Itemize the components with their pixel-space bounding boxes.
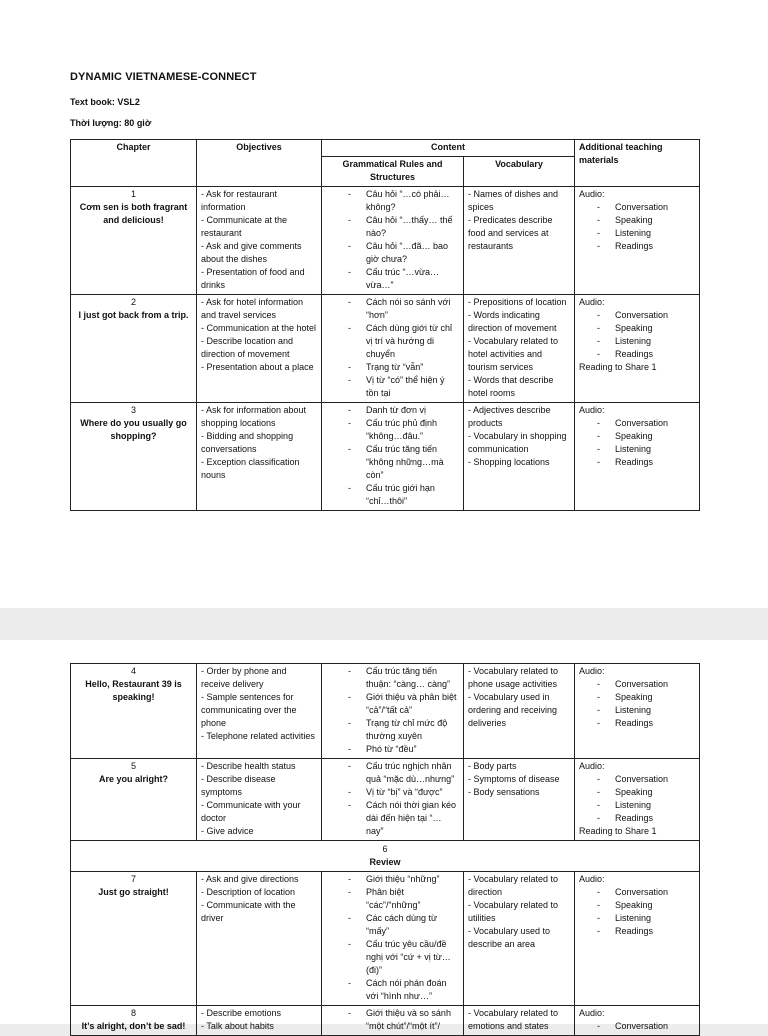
objective-item: - Ask for hotel information and travel services [201,297,304,320]
objective-item: - Talk about habits [201,1021,274,1031]
chapter-cell [71,759,197,841]
objective-item: - Ask and give comments about the dishes [201,241,302,264]
materials-cell [575,295,700,403]
audio-list [579,417,695,469]
objective-item: - Communicate at the restaurant [201,215,288,238]
grammar-cell [322,295,464,403]
objective-item: - Ask for information about shopping locations [201,405,307,428]
vocabulary-item: - Words that describe hotel rooms [468,375,554,398]
grammar-item: - Câu hỏi “…đã… bao giờ chưa? [326,240,459,266]
audio-item: - Conversation [579,886,695,899]
audio-item: - Speaking [579,899,695,912]
objective-item: - Ask for restaurant information [201,189,278,212]
table-1-body [71,187,700,511]
materials-cell [575,872,700,1006]
audio-item: - Speaking [579,786,695,799]
vocabulary-item: - Shopping locations [468,457,550,467]
objective-item: - Describe disease symptoms [201,774,276,797]
grammar-item: - Danh từ đơn vị [326,404,459,417]
vocabulary-item: - Vocabulary related to hotel activities and tourism services [468,336,559,372]
table-row [71,759,700,841]
syllabus-table-2 [70,663,700,1036]
grammar-cell [322,664,464,759]
chapter-title: Where do you usually go shopping? [80,418,187,441]
chapter-title: Hello, Restaurant 39 is speaking! [85,679,182,702]
materials-cell [575,403,700,511]
table-row [71,872,700,1006]
audio-list [579,773,695,825]
objectives-cell [197,872,322,1006]
vocabulary-cell [464,187,575,295]
audio-list [579,309,695,361]
objective-item: - Describe location and direction of movement [201,336,294,359]
grammar-item: - Vị từ “bị” và “được” [326,786,459,799]
audio-item: - Readings [579,925,695,938]
grammar-item: - Vị từ “có” thể hiện ý tồn tại [326,374,459,400]
grammar-item: - Giới thiệu và phân biệt “cả”/“tất cả” [326,691,459,717]
vocabulary-item: - Vocabulary in shopping communication [468,431,567,454]
audio-item: - Speaking [579,691,695,704]
materials-cell [575,1006,700,1036]
chapter-number: 3 [130,405,136,415]
grammar-item: - Giới thiệu và so sánh “một chút”/“một ít”/ [326,1007,459,1033]
audio-label: Audio: [579,666,605,676]
objectives-cell [197,664,322,759]
materials-cell [575,759,700,841]
vocabulary-cell [464,759,575,841]
grammar-item: - Trạng từ chỉ mức độ thường xuyên [326,717,459,743]
vocabulary-item: - Words indicating direction of movement [468,310,557,333]
objective-item: - Bidding and shopping conversations [201,431,294,454]
syllabus-table-1 [70,139,700,511]
vocabulary-item: - Symptoms of disease [468,774,560,784]
chapter-number: 2 [130,297,136,307]
objectives-cell [197,187,322,295]
audio-label: Audio: [579,189,605,199]
objective-item: - Telephone related activities [201,731,315,741]
duration-line: Thời lượng: 80 giờ [70,118,152,128]
audio-list [579,201,695,253]
review-row [71,841,700,872]
chapter-cell [71,872,197,1006]
grammar-list [326,404,459,508]
chapter-cell [71,403,197,511]
grammar-item: - Cách nói so sánh với “hơn” [326,296,459,322]
grammar-item: - Cách dùng giới từ chỉ vị trí và hướng di chuyển [326,322,459,361]
vocabulary-item: - Vocabulary related to phone usage activities [468,666,559,689]
vocabulary-item: - Adjectives describe products [468,405,551,428]
grammar-item: - Cấu trúc tăng tiến thuận: “càng… càng” [326,665,459,691]
chapter-number: 7 [130,874,136,884]
header-grammar: Grammatical Rules and Structures [322,157,464,187]
audio-item: - Readings [579,456,695,469]
grammar-cell [322,759,464,841]
audio-item: - Listening [579,704,695,717]
materials-cell [575,187,700,295]
objective-item: - Exception classification nouns [201,457,300,480]
chapter-title: Just go straight! [98,887,169,897]
extra-reading: Reading to Share 1 [579,362,657,372]
audio-item: - Listening [579,227,695,240]
grammar-cell [322,1006,464,1036]
grammar-item: - Cấu trúc yêu cầu/đề nghị với “cứ + vị từ…(đi)” [326,938,459,977]
vocabulary-cell [464,872,575,1006]
grammar-cell [322,403,464,511]
chapter-title: Cơm sen is both fragrant and delicious! [79,202,188,225]
header-chapter: Chapter [71,140,197,187]
audio-label: Audio: [579,1008,605,1018]
vocabulary-item: - Vocabulary used in ordering and receiving deliveries [468,692,558,728]
chapter-number: 4 [130,666,136,676]
materials-cell [575,664,700,759]
chapter-number: 8 [130,1008,136,1018]
chapter-title: Are you alright? [98,774,168,784]
audio-list [579,678,695,730]
audio-item: - Conversation [579,417,695,430]
vocabulary-item: - Vocabulary related to utilities [468,900,559,923]
grammar-list [326,873,459,1003]
grammar-item: - Phó từ “đều” [326,743,459,756]
grammar-item: - Cách nói phán đoán với “hình như…” [326,977,459,1003]
audio-label: Audio: [579,297,605,307]
grammar-item: - Câu hỏi “…có phải…không? [326,188,459,214]
review-title: Review [369,857,401,867]
chapter-title: It’s alright, don’t be sad! [81,1021,186,1031]
grammar-item: - Cấu trúc “…vừa…vừa…” [326,266,459,292]
objective-item: - Describe emotions [201,1008,282,1018]
audio-item: - Readings [579,812,695,825]
table-2-body [71,664,700,1036]
objective-item: - Sample sentences for communicating over the phone [201,692,297,728]
audio-item: - Conversation [579,773,695,786]
objective-item: - Communication at the hotel [201,323,317,333]
objective-item: - Give advice [201,826,254,836]
objective-item: - Presentation of food and drinks [201,267,305,290]
vocabulary-cell [464,1006,575,1036]
header-vocabulary: Vocabulary [464,157,575,187]
audio-item: - Speaking [579,214,695,227]
vocabulary-item: - Predicates describe food and services at restaurants [468,215,553,251]
chapter-cell [71,187,197,295]
vocabulary-cell [464,403,575,511]
chapter-cell [71,664,197,759]
chapter-cell [71,1006,197,1036]
grammar-item: - Cấu trúc nghịch nhân quả “mặc dù…nhưng” [326,760,459,786]
audio-item: - Listening [579,335,695,348]
vocabulary-item: - Prepositions of location [468,297,567,307]
objective-item: - Communicate with your doctor [201,800,301,823]
objectives-cell [197,403,322,511]
grammar-list [326,1007,459,1033]
audio-item: - Speaking [579,430,695,443]
chapter-title: I just got back from a trip. [78,310,189,320]
header-objectives: Objectives [197,140,322,187]
audio-item: - Readings [579,240,695,253]
audio-item: - Listening [579,799,695,812]
chapter-number: 5 [130,761,136,771]
table-row [71,403,700,511]
review-number: 6 [382,844,388,854]
vocabulary-item: - Vocabulary related to direction [468,874,559,897]
objective-item: - Order by phone and receive delivery [201,666,287,689]
grammar-item: - Các cách dùng từ “mấy” [326,912,459,938]
chapter-number: 1 [130,189,136,199]
table-row [71,1006,700,1036]
grammar-list [326,296,459,400]
audio-item: - Conversation [579,678,695,691]
grammar-cell [322,872,464,1006]
audio-item: - Listening [579,912,695,925]
page-2 [0,640,768,1031]
objective-item: - Communicate with the driver [201,900,296,923]
objectives-cell [197,1006,322,1036]
table-row [71,295,700,403]
audio-label: Audio: [579,405,605,415]
document-title: DYNAMIC VIETNAMESE-CONNECT [70,71,257,83]
vocabulary-item: - Names of dishes and spices [468,189,559,212]
audio-item: - Listening [579,443,695,456]
header-content: Content [322,140,575,157]
grammar-item: - Cách nói thời gian kéo dài đến hiện tại “… nay” [326,799,459,838]
grammar-list [326,665,459,756]
objectives-cell [197,295,322,403]
grammar-item: - Phân biệt “các”/“những” [326,886,459,912]
audio-item: - Conversation [579,309,695,322]
audio-item: - Speaking [579,322,695,335]
objectives-cell [197,759,322,841]
objective-item: - Describe health status [201,761,296,771]
chapter-cell [71,295,197,403]
grammar-item: - Câu hỏi “…thấy… thế nào? [326,214,459,240]
grammar-list [326,188,459,292]
table-row [71,664,700,759]
header-materials: Additional teaching materials [575,140,700,187]
grammar-item: - Giới thiệu “những” [326,873,459,886]
objective-item: - Presentation about a place [201,362,314,372]
audio-list [579,1020,695,1033]
vocabulary-item: - Vocabulary used to describe an area [468,926,551,949]
review-cell [71,841,700,872]
grammar-item: - Trạng từ “vẫn” [326,361,459,374]
audio-item: - Conversation [579,201,695,214]
objective-item: - Description of location [201,887,296,897]
vocabulary-item: - Vocabulary related to emotions and states [468,1008,559,1031]
grammar-cell [322,187,464,295]
grammar-list [326,760,459,838]
textbook-line: Text book: VSL2 [70,97,140,107]
audio-item: - Conversation [579,1020,695,1033]
grammar-item: - Cấu trúc tăng tiến “không những…mà còn” [326,443,459,482]
grammar-item: - Cấu trúc phủ định “không…đâu.” [326,417,459,443]
objective-item: - Ask and give directions [201,874,299,884]
audio-label: Audio: [579,761,605,771]
extra-reading: Reading to Share 1 [579,826,657,836]
vocabulary-item: - Body sensations [468,787,540,797]
vocabulary-item: - Body parts [468,761,517,771]
audio-list [579,886,695,938]
table-row [71,187,700,295]
audio-item: - Readings [579,717,695,730]
vocabulary-cell [464,295,575,403]
grammar-item: - Cấu trúc giới hạn “chỉ…thôi” [326,482,459,508]
audio-label: Audio: [579,874,605,884]
vocabulary-cell [464,664,575,759]
audio-item: - Readings [579,348,695,361]
